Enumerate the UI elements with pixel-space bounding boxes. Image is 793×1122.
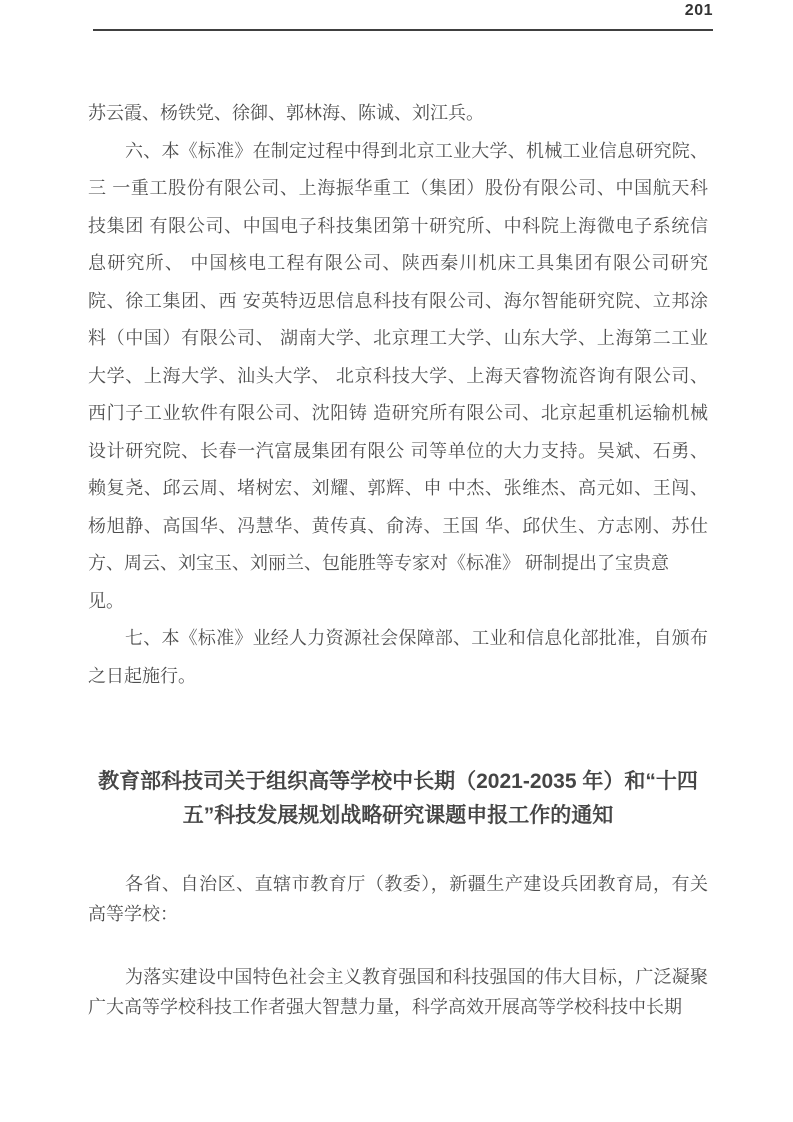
body-text-line: 为落实建设中国特色社会主义教育强国和科技强国的伟大目标，广泛凝聚 — [125, 967, 708, 987]
salutation-line: 高等学校： — [88, 904, 178, 924]
notice-title — [88, 765, 708, 833]
body-text-line: 设计研究院、长春一汽富晟集团有限公 司等单位的大力支持。吴斌、石勇、 — [88, 440, 708, 461]
body-text-line: 杨旭静、高国华、冯慧华、黄传真、俞涛、王国 华、邱伏生、方志刚、苏仕 — [88, 515, 708, 536]
salutation-block — [88, 869, 708, 929]
body-text-line: 之日起施行。 — [88, 665, 196, 686]
header-rule — [93, 29, 713, 31]
page-number: 201 — [684, 2, 713, 19]
body-text-line: 方、周云、刘宝玉、刘丽兰、包能胜等专家对《标准》 研制提出了宝贵意 — [88, 553, 669, 573]
body-text-line: 苏云霞、杨铁党、徐御、郭林海、陈诚、刘江兵。 — [88, 103, 484, 123]
paragraph-block-notice-body — [88, 962, 708, 1022]
body-text-line: 赖复尧、邱云周、堵树宏、刘耀、郭辉、申 中杰、张维杰、高元如、王闯、 — [88, 478, 708, 498]
body-text-line: 广大高等学校科技工作者强大智慧力量，科学高效开展高等学校科技中长期 — [88, 997, 682, 1017]
body-text-line: 料（中国）有限公司、 湖南大学、北京理工大学、山东大学、上海第二工业 — [88, 328, 708, 348]
salutation-line: 各省、自治区、直辖市教育厅（教委），新疆生产建设兵团教育局，有关 — [125, 874, 708, 894]
paragraph-block-standard — [88, 95, 708, 695]
body-text-line: 息研究所、 中国核电工程有限公司、陕西秦川机床工具集团有限公司研究 — [88, 253, 708, 273]
body-text-line: 三 一重工股份有限公司、上海振华重工（集团）股份有限公司、中国航天科 — [88, 178, 708, 198]
body-text-line: 院、徐工集团、西 安英特迈思信息科技有限公司、海尔智能研究院、立邦涂 — [88, 290, 708, 311]
body-text-line: 技集团 有限公司、中国电子科技集团第十研究所、中科院上海微电子系统信 — [88, 215, 708, 236]
notice-title-line: 五”科技发展规划战略研究课题申报工作的通知 — [182, 804, 614, 827]
notice-title-line: 教育部科技司关于组织高等学校中长期（2021-2035 年）和“十四 — [98, 770, 698, 793]
body-text-line: 七、本《标准》业经人力资源社会保障部、工业和信息化部批准，自颁布 — [125, 628, 708, 648]
body-text-line: 大学、上海大学、汕头大学、 北京科技大学、上海天睿物流咨询有限公司、 — [88, 365, 708, 386]
body-text-line: 六、本《标准》在制定过程中得到北京工业大学、机械工业信息研究院、 — [125, 140, 708, 161]
body-text-line: 西门子工业软件有限公司、沈阳铸 造研究所有限公司、北京起重机运输机械 — [88, 403, 708, 423]
body-text-line: 见。 — [88, 590, 124, 611]
